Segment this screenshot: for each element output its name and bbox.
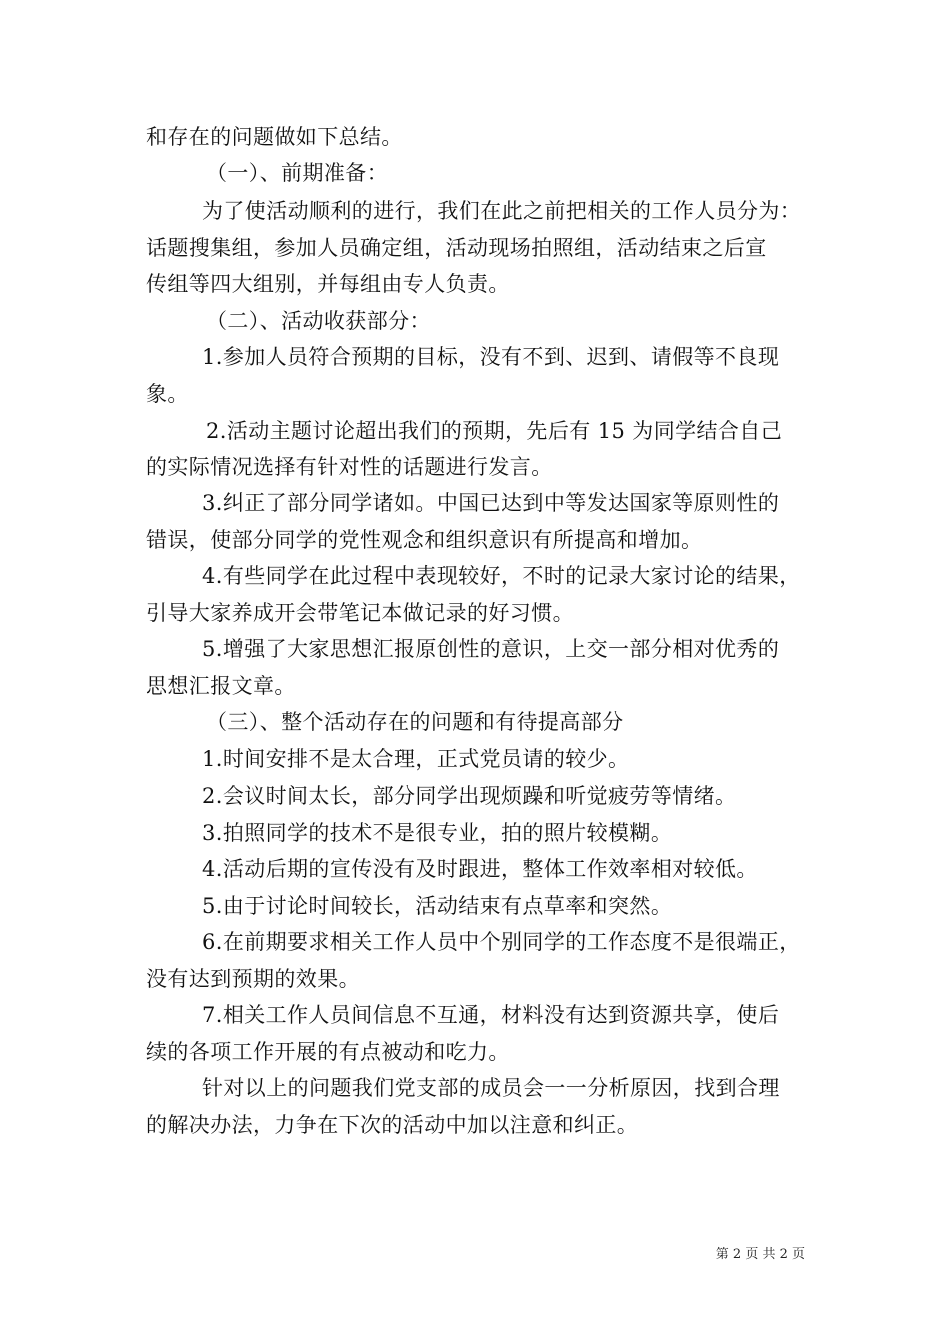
text-line: 引导大家养成开会带笔记本做记录的好习惯。 (146, 601, 574, 625)
list-item: 3.纠正了部分同学诸如。中国已达到中等发达国家等原则性的 (202, 491, 780, 515)
list-item: 1.时间安排不是太合理，正式党员请的较少。 (202, 747, 630, 771)
list-item: 3.拍照同学的技术不是很专业，拍的照片较模糊。 (202, 821, 673, 845)
text-line: 针对以上的问题我们党支部的成员会一一分析原因，找到合理 (202, 1076, 780, 1100)
text-line: 没有达到预期的效果。 (146, 967, 360, 991)
list-item: 2.会议时间太长，部分同学出现烦躁和听觉疲劳等情绪。 (202, 784, 737, 808)
section-heading: （一）、前期准备： (206, 161, 389, 185)
list-item: 7.相关工作人员间信息不互通，材料没有达到资源共享，使后 (202, 1003, 780, 1027)
text-line: 思想汇报文章。 (146, 674, 296, 698)
section-heading: （三）、整个活动存在的问题和有待提高部分 (206, 710, 624, 734)
list-item: 6.在前期要求相关工作人员中个别同学的工作态度不是很端正， (202, 930, 801, 954)
text-line: 为了使活动顺利的进行，我们在此之前把相关的工作人员分为： (202, 199, 802, 223)
list-item: 1.参加人员符合预期的目标，没有不到、迟到、请假等不良现 (202, 345, 780, 369)
list-item: 4.活动后期的宣传没有及时跟进，整体工作效率相对较低。 (202, 857, 758, 881)
list-item: 5.增强了大家思想汇报原创性的意识，上交一部分相对优秀的 (202, 637, 780, 661)
list-item: 4.有些同学在此过程中表现较好，不时的记录大家讨论的结果， (202, 564, 801, 588)
list-item: 5.由于讨论时间较长，活动结束有点草率和突然。 (202, 894, 673, 918)
text-line: 象。 (146, 382, 189, 406)
text-line: 话题搜集组，参加人员确定组，活动现场拍照组，活动结束之后宣 (146, 236, 767, 260)
text-line: 错误，使部分同学的党性观念和组织意识有所提高和增加。 (146, 528, 703, 552)
text-line: 和存在的问题做如下总结。 (146, 125, 403, 149)
text-line: 的解决办法，力争在下次的活动中加以注意和纠正。 (146, 1113, 639, 1137)
text-line: 传组等四大组别，并每组由专人负责。 (146, 272, 510, 296)
section-heading: （二）、活动收获部分： (206, 309, 431, 333)
page-number: 第 2 页 共 2 页 (715, 1247, 805, 1262)
text-line: 的实际情况选择有针对性的话题进行发言。 (146, 455, 553, 479)
text-line: 续的各项工作开展的有点被动和吃力。 (146, 1040, 510, 1064)
list-item: 2.活动主题讨论超出我们的预期，先后有 15 为同学结合自己 (206, 419, 783, 443)
